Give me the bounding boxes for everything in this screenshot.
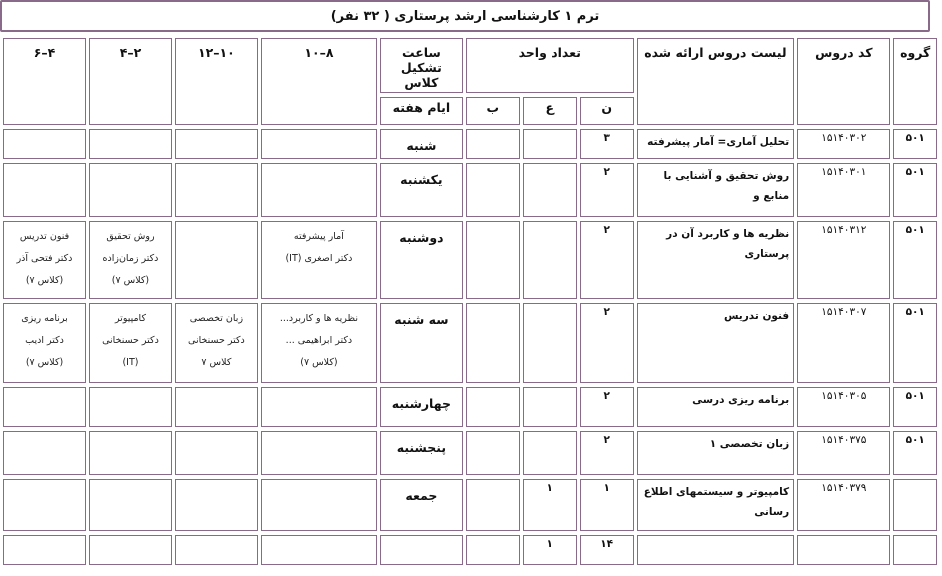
totals-empty-course: [637, 535, 795, 565]
header-class-time: ساعت تشکیل کلاس: [380, 38, 463, 93]
table-row: [3, 163, 937, 217]
table-row: [3, 303, 937, 383]
schedule-table: [0, 34, 940, 569]
slot-4-6: [3, 163, 86, 217]
slot-2-4: [89, 479, 172, 531]
slot-10-12: [175, 163, 258, 217]
course-code-cell: ۱۵۱۴۰۳۷۵: [797, 431, 890, 475]
course-name-cell: نظریه ها و کاربرد آن در پرستاری: [637, 221, 795, 299]
slot-line: دکتر ابراهیمی ...: [285, 335, 353, 346]
header-time-2-4: ۲–۴: [89, 38, 172, 125]
slot-2-4: [89, 221, 172, 299]
weekday-cell: پنجشنبه: [380, 431, 463, 475]
totals-empty-8-10: [261, 535, 377, 565]
table-row: [3, 129, 937, 159]
header-code: کد دروس: [797, 38, 890, 125]
slot-line: دکتر اصغری (IT): [285, 253, 353, 264]
slot-4-6: [3, 431, 86, 475]
course-code-cell: ۱۵۱۴۰۳۰۵: [797, 387, 890, 427]
slot-2-4: [89, 163, 172, 217]
slot-line: کلاس ۷: [201, 357, 232, 368]
course-code-cell: ۱۵۱۴۰۳۰۱: [797, 163, 890, 217]
totals-empty-group: [893, 535, 937, 565]
slot-line: فنون تدریس: [19, 231, 70, 242]
header-time-4-6: ۴–۶: [3, 38, 86, 125]
header-units-a: ع: [523, 97, 577, 125]
units-b-cell: [466, 221, 520, 299]
slot-8-10: [261, 431, 377, 475]
slot-10-12: [175, 479, 258, 531]
slot-line: (کلاس ۷): [300, 357, 338, 368]
units-n-cell: ۱: [580, 479, 634, 531]
totals-empty-code: [797, 535, 890, 565]
slot-4-6: [3, 303, 86, 383]
units-a-cell: [523, 303, 577, 383]
slot-10-12: [175, 303, 258, 383]
totals-units-n: ۱۴: [580, 535, 634, 565]
slot-line: دکتر ادیب: [25, 335, 64, 346]
course-name-cell: تحلیل آماری= آمار پیشرفته: [637, 129, 795, 159]
slot-line: برنامه ریزی: [21, 313, 68, 324]
weekday-cell: چهارشنبه: [380, 387, 463, 427]
units-b-cell: [466, 431, 520, 475]
slot-4-6: [3, 387, 86, 427]
group-cell: [893, 479, 937, 531]
slot-4-6: [3, 129, 86, 159]
table-row: [3, 479, 937, 531]
slot-line: (کلاس ۷): [25, 275, 64, 286]
table-row: [3, 431, 937, 475]
units-a-cell: ۱: [523, 479, 577, 531]
header-units: تعداد واحد: [466, 38, 634, 93]
table-row: [3, 221, 937, 299]
header-units-b: ب: [466, 97, 520, 125]
group-cell: ۵۰۱: [893, 221, 937, 299]
slot-2-4: [89, 303, 172, 383]
course-code-cell: ۱۵۱۴۰۳۱۲: [797, 221, 890, 299]
totals-empty-2-4: [89, 535, 172, 565]
slot-4-6: [3, 221, 86, 299]
slot-2-4: [89, 387, 172, 427]
header-courses: لیست دروس ارائه شده: [637, 38, 795, 125]
units-a-cell: [523, 387, 577, 427]
slot-8-10: [261, 387, 377, 427]
totals-empty-4-6: [3, 535, 86, 565]
units-n-cell: ۳: [580, 129, 634, 159]
course-name-cell: کامپیوتر و سیستمهای اطلاع رسانی: [637, 479, 795, 531]
course-name-cell: فنون تدریس: [637, 303, 795, 383]
units-b-cell: [466, 303, 520, 383]
slot-line: دکتر حسنخانی: [188, 335, 245, 346]
slot-line: روش تحقیق: [106, 231, 155, 242]
units-n-cell: ۲: [580, 387, 634, 427]
course-code-cell: ۱۵۱۴۰۳۰۷: [797, 303, 890, 383]
course-code-cell: ۱۵۱۴۰۳۰۲: [797, 129, 890, 159]
slot-8-10: [261, 221, 377, 299]
slot-line: نظریه ها و کاربرد...: [279, 313, 358, 324]
slot-line: کامپیوتر: [114, 313, 146, 324]
slot-line: دکتر حسنخانی: [102, 335, 159, 346]
weekday-cell: سه شنبه: [380, 303, 463, 383]
slot-10-12: [175, 387, 258, 427]
header-time-10-12: ۱۰–۱۲: [175, 38, 258, 125]
slot-2-4: [89, 129, 172, 159]
weekday-cell: جمعه: [380, 479, 463, 531]
course-name-cell: روش تحقیق و آشنایی با منابع و: [637, 163, 795, 217]
group-cell: ۵۰۱: [893, 163, 937, 217]
slot-line: آمار پیشرفته: [293, 231, 344, 242]
slot-line: دکتر فتحی آذر: [16, 253, 73, 264]
units-a-cell: [523, 221, 577, 299]
slot-line: (کلاس ۷): [111, 275, 150, 286]
course-code-cell: ۱۵۱۴۰۳۷۹: [797, 479, 890, 531]
units-b-cell: [466, 129, 520, 159]
header-group: گروه: [893, 38, 937, 125]
header-time-8-10: ۸–۱۰: [261, 38, 377, 125]
header-weekday: ایام هفته: [380, 97, 463, 125]
weekday-cell: شنبه: [380, 129, 463, 159]
slot-line: زبان تخصصی: [189, 313, 244, 324]
slot-10-12: [175, 431, 258, 475]
slot-8-10: [261, 129, 377, 159]
slot-8-10: [261, 303, 377, 383]
group-cell: ۵۰۱: [893, 303, 937, 383]
course-name-cell: زبان تخصصی ۱: [637, 431, 795, 475]
slot-8-10: [261, 479, 377, 531]
group-cell: ۵۰۱: [893, 431, 937, 475]
units-b-cell: [466, 163, 520, 217]
units-n-cell: ۲: [580, 221, 634, 299]
weekday-cell: یکشنبه: [380, 163, 463, 217]
units-a-cell: [523, 163, 577, 217]
units-n-cell: ۲: [580, 163, 634, 217]
slot-line: (کلاس ۷): [25, 357, 64, 368]
totals-empty-day: [380, 535, 463, 565]
slot-line: (IT): [122, 357, 139, 368]
units-n-cell: ۲: [580, 303, 634, 383]
table-row: [3, 387, 937, 427]
totals-units-a: ۱: [523, 535, 577, 565]
units-n-cell: ۲: [580, 431, 634, 475]
course-name-cell: برنامه ریزی درسی: [637, 387, 795, 427]
slot-4-6: [3, 479, 86, 531]
slot-8-10: [261, 163, 377, 217]
units-b-cell: [466, 479, 520, 531]
totals-empty-10-12: [175, 535, 258, 565]
slot-10-12: [175, 221, 258, 299]
weekday-cell: دوشنبه: [380, 221, 463, 299]
slot-line: دکتر زمان‌زاده: [102, 253, 159, 264]
units-b-cell: [466, 387, 520, 427]
header-units-n: ن: [580, 97, 634, 125]
units-a-cell: [523, 431, 577, 475]
slot-2-4: [89, 431, 172, 475]
page-title: ترم ۱ کارشناسی ارشد پرستاری ( ۳۲ نفر): [0, 0, 930, 32]
totals-units-b: [466, 535, 520, 565]
totals-row: [3, 535, 937, 565]
slot-10-12: [175, 129, 258, 159]
group-cell: ۵۰۱: [893, 129, 937, 159]
group-cell: ۵۰۱: [893, 387, 937, 427]
units-a-cell: [523, 129, 577, 159]
